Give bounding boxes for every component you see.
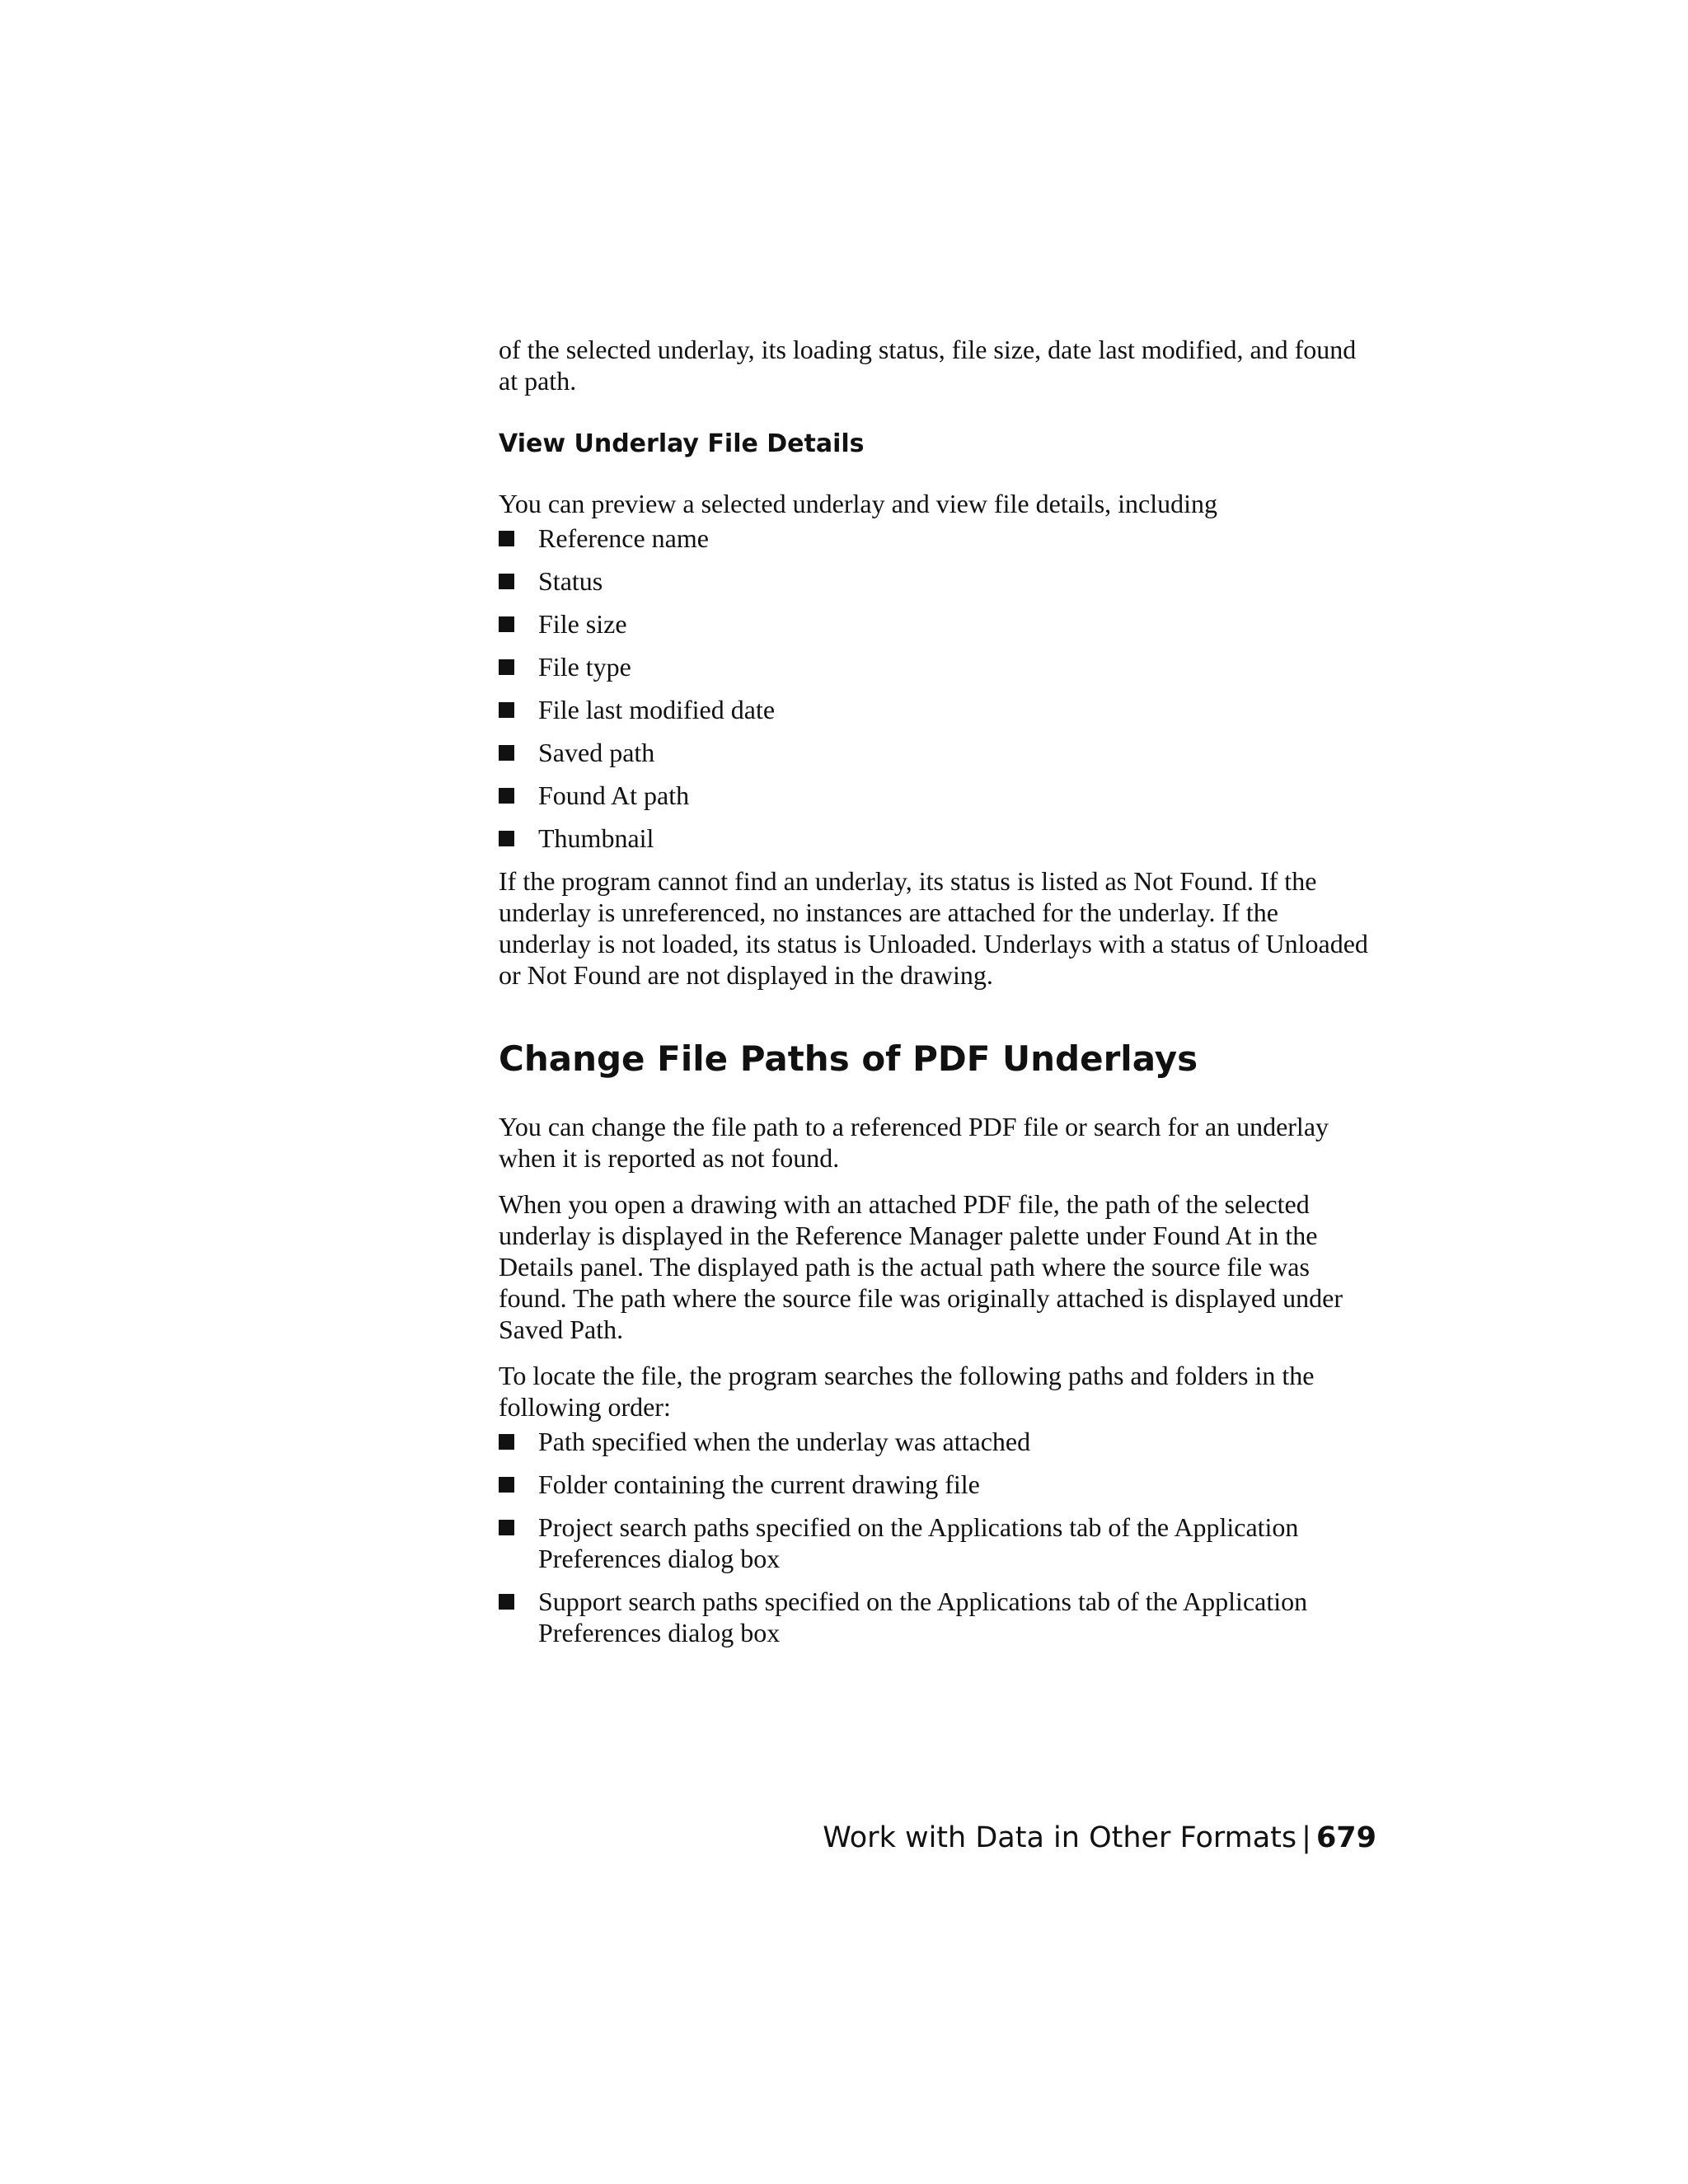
bullet-square-icon [499, 1520, 514, 1535]
body-paragraph: You can change the file path to a referenced PDF file or search for an underlay when it is reported as not found. [499, 1112, 1329, 1173]
body-paragraph: When you open a drawing with an attached PDF file, the path of the selected underlay is displayed in the Reference Manager palette under Found At in the Details panel. The displayed path is the actual path where the source file was found. The path where the source file was originally attached is displayed under Saved Path. [499, 1189, 1343, 1344]
bullet-square-icon [499, 745, 514, 761]
bullet-square-icon [499, 1594, 514, 1610]
footer-separator: | [1301, 1821, 1311, 1854]
list-item [499, 780, 1376, 811]
list-item [499, 1586, 1376, 1648]
list-item [499, 523, 1376, 554]
search-order-list [499, 1426, 1376, 1648]
page-content [499, 334, 1376, 1660]
view-details-lead: You can preview a selected underlay and view file details, including [499, 489, 1218, 518]
list-item-text: Thumbnail [538, 823, 654, 853]
view-details-heading: View Underlay File Details [499, 429, 865, 458]
bullet-square-icon [499, 1434, 514, 1450]
list-item-text: File type [538, 652, 631, 682]
list-item [499, 694, 1376, 725]
list-item [499, 1511, 1376, 1574]
list-item-text: Support search paths specified on the Applications tab of the Application Preferences dialog box [538, 1586, 1308, 1647]
file-details-list [499, 523, 1376, 854]
list-item-text: Found At path [538, 780, 690, 810]
list-item-text: Reference name [538, 523, 709, 553]
bullet-square-icon [499, 702, 514, 718]
intro-paragraph: of the selected underlay, its loading status, file size, date last modified, and found at path. [499, 335, 1357, 396]
bullet-square-icon [499, 659, 514, 675]
list-item-text: Status [538, 566, 603, 596]
bullet-square-icon [499, 616, 514, 632]
list-item [499, 823, 1376, 854]
list-item [499, 608, 1376, 640]
page-footer [823, 1820, 1376, 1856]
list-item [499, 737, 1376, 768]
section-title: Change File Paths of PDF Underlays [499, 1038, 1198, 1079]
bullet-square-icon [499, 831, 514, 846]
list-item-text: Folder containing the current drawing file [538, 1469, 980, 1499]
bullet-square-icon [499, 788, 514, 804]
list-item [499, 565, 1376, 597]
list-item [499, 1469, 1376, 1500]
bullet-square-icon [499, 574, 514, 589]
list-item-text: File size [538, 609, 627, 639]
status-paragraph: If the program cannot find an underlay, its status is listed as Not Found. If the underlay is unreferenced, no instances are attached for the underlay. If the underlay is not loaded, its status is Unloaded. Underlays with a status of Unloaded or Not Found are not displayed in the drawing. [499, 866, 1368, 990]
list-item-text: Project search paths specified on the Applications tab of the Application Preferences dialog box [538, 1512, 1299, 1573]
list-item-text: File last modified date [538, 695, 776, 724]
body-paragraph: To locate the file, the program searches the following paths and folders in the following order: [499, 1361, 1315, 1422]
bullet-square-icon [499, 1477, 514, 1493]
bullet-square-icon [499, 531, 514, 546]
list-item [499, 651, 1376, 682]
list-item-text: Saved path [538, 738, 655, 767]
list-item-text: Path specified when the underlay was attached [538, 1427, 1031, 1456]
page-number: 679 [1315, 1821, 1376, 1854]
list-item [499, 1426, 1376, 1457]
footer-section-title: Work with Data in Other Formats [823, 1821, 1297, 1854]
